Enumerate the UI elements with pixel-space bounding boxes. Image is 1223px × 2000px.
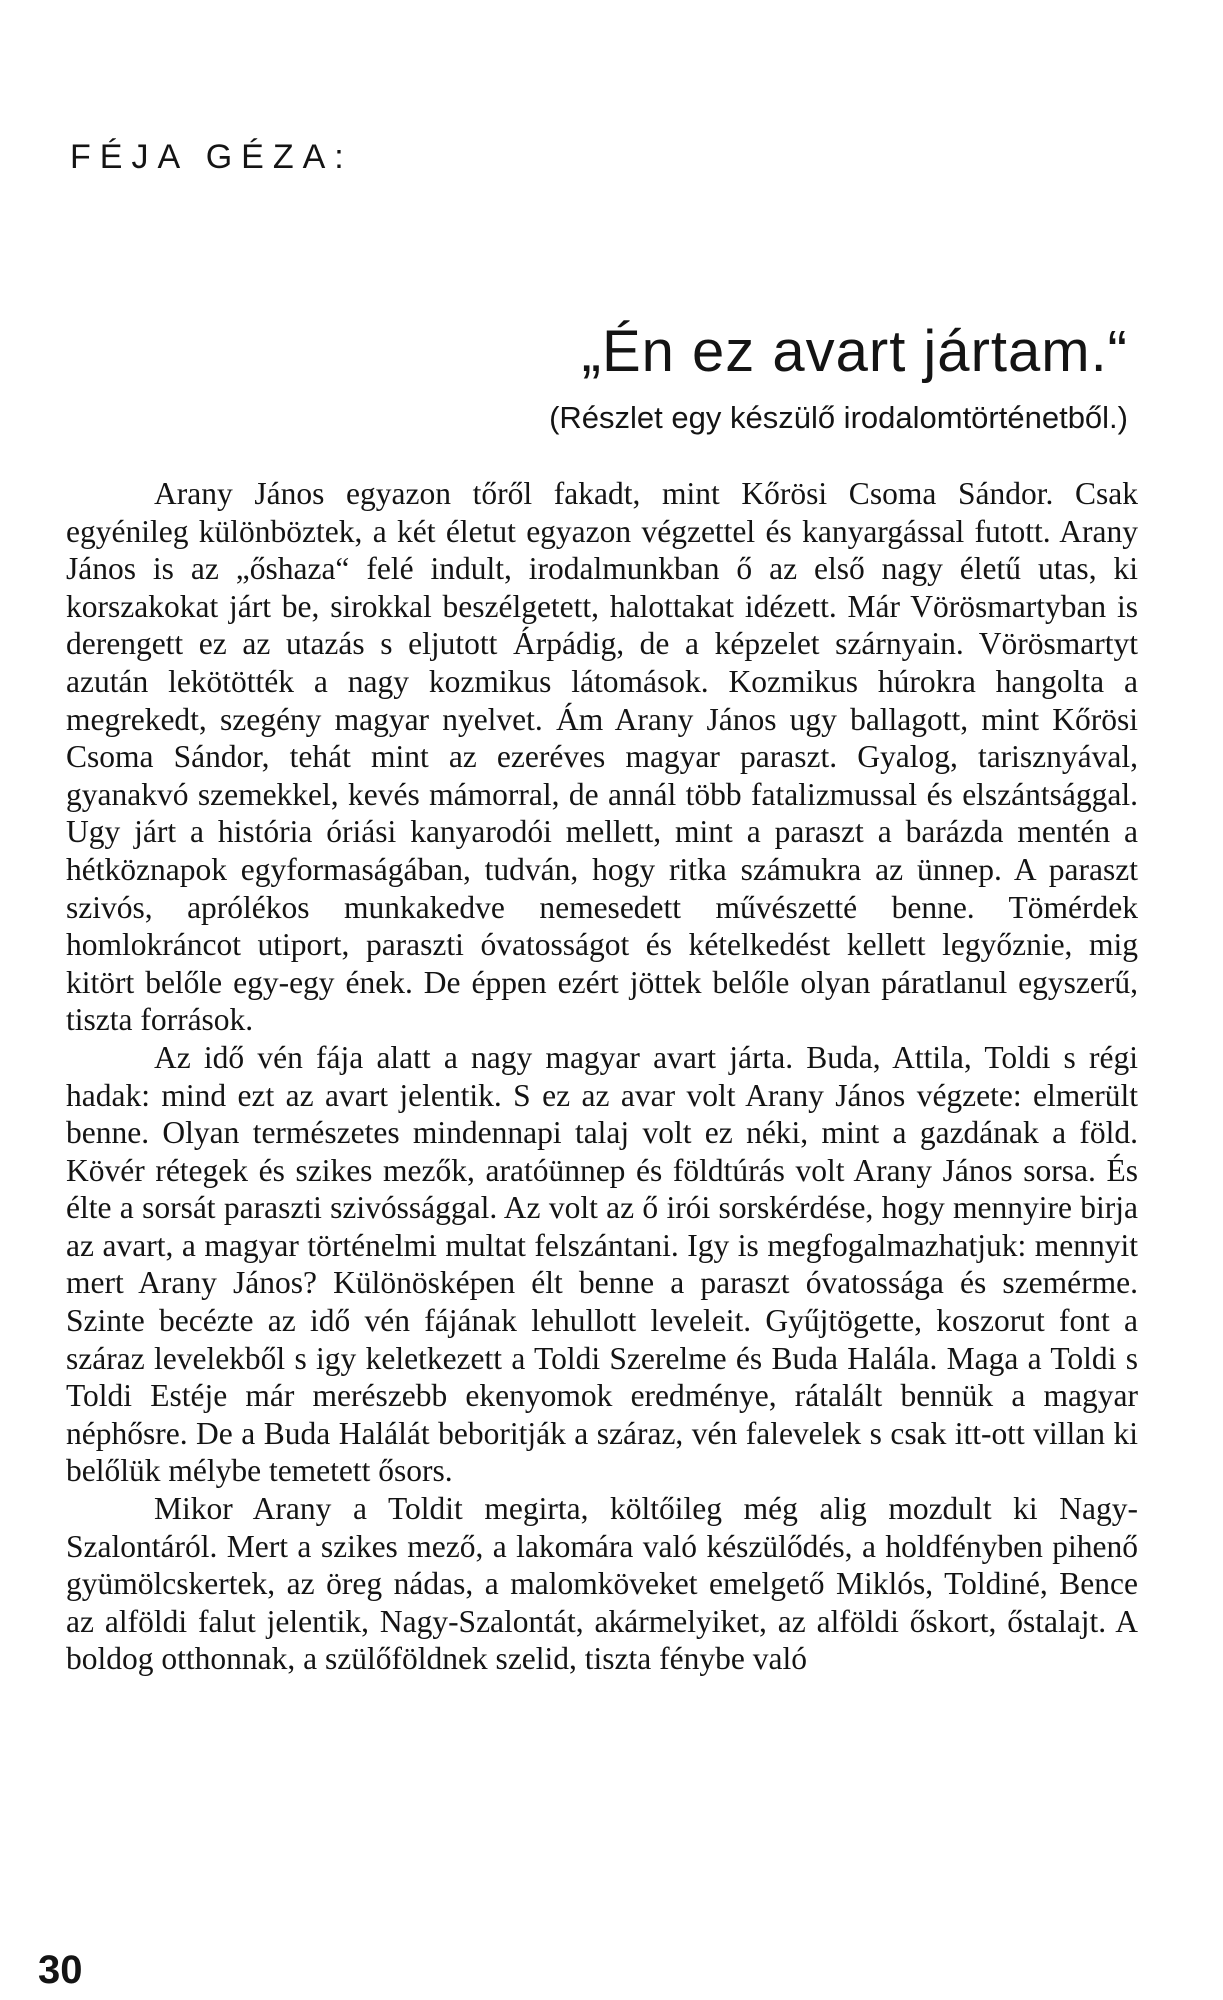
author-name: FÉJA GÉZA:: [70, 138, 353, 176]
paragraph: Mikor Arany a Toldit megirta, költőileg még alig mozdult ki Nagy-Szalontáról. Mert a szikes mező, a lakomára való készülődés, a holdfényben pihenő gyümölcskertek, az öreg nádas, a malomköveket emelgető Miklós, Toldiné, Bence az alföldi falut jelentik, Nagy-Szalontát, akármelyiket, az alföldi őskort, őstalajt. A boldog otthonnak, a szülőföldnek szelid, tiszta fénybe való: [66, 1491, 1138, 1677]
page-number: 30: [38, 1948, 83, 1992]
article-title: „Én ez avart jártam.“: [581, 319, 1128, 384]
article-subtitle: (Részlet egy készülő irodalomtörténetből.): [549, 400, 1128, 435]
article-body: [66, 475, 1138, 1678]
paragraph: Az idő vén fája alatt a nagy magyar avart járta. Buda, Attila, Toldi s régi hadak: mind ezt az avart jelentik. S ez az avar volt Arany János végzete: elmerült benne. Olyan természetes mindennapi talaj volt ez néki, mint a gazdának a föld. Kövér rétegek és szikes mezők, aratóünnep és földtúrás volt Arany János sorsa. És élte a sorsát paraszti szivóssággal. Az volt az ő irói sorskérdése, hogy mennyire birja az avart, a magyar történelmi multat felszántani. Igy is megfogalmazhatjuk: mennyit mert Arany János? Különösképen élt benne a paraszt óvatossága és szemérme. Szinte becézte az idő vén fájának lehullott leveleit. Gyűjtögette, koszorut font a száraz levelekből s igy keletkezett a Toldi Szerelme és Buda Halála. Maga a Toldi s Toldi Estéje már merészebb ekenyomok eredménye, rátalált bennük a magyar néphősre. De a Buda Halálát beboritják a száraz, vén falevelek s csak itt-ott villan ki belőlük mélybe temetett ősors.: [66, 1039, 1138, 1489]
paragraph: Arany János egyazon tőről fakadt, mint Kőrösi Csoma Sándor. Csak egyénileg különböztek, a két életut egyazon végzettel és kanyargással futott. Arany János is az „őshaza“ felé indult, irodalmunkban ő az első nagy életű utas, ki korszakokat járt be, sirokkal beszélgetett, halottakat idézett. Már Vörösmartyban is derengett ez az utazás s eljutott Árpádig, de a képzelet szárnyain. Vörösmartyt azután lekötötték a nagy kozmikus látomások. Kozmikus húrokra hangolta a megrekedt, szegény magyar nyelvet. Ám Arany János ugy ballagott, mint Kőrösi Csoma Sándor, tehát mint az ezeréves magyar paraszt. Gyalog, tarisznyával, gyanakvó szemekkel, kevés mámorral, de annál több fatalizmussal és elszántsággal. Ugy járt a história óriási kanyarodói mellett, mint a paraszt a barázda mentén a hétköznapok egyformaságában, tudván, hogy ritka számukra az ünnep. A paraszt szivós, aprólékos munkakedve nemesedett művészetté benne. Tömérdek homlokráncot utiport, paraszti óvatosságot és kételkedést kellett legyőznie, mig kitört belőle egy-egy ének. De éppen ezért jöttek belőle olyan páratlanul egyszerű, tiszta források.: [66, 476, 1138, 1038]
